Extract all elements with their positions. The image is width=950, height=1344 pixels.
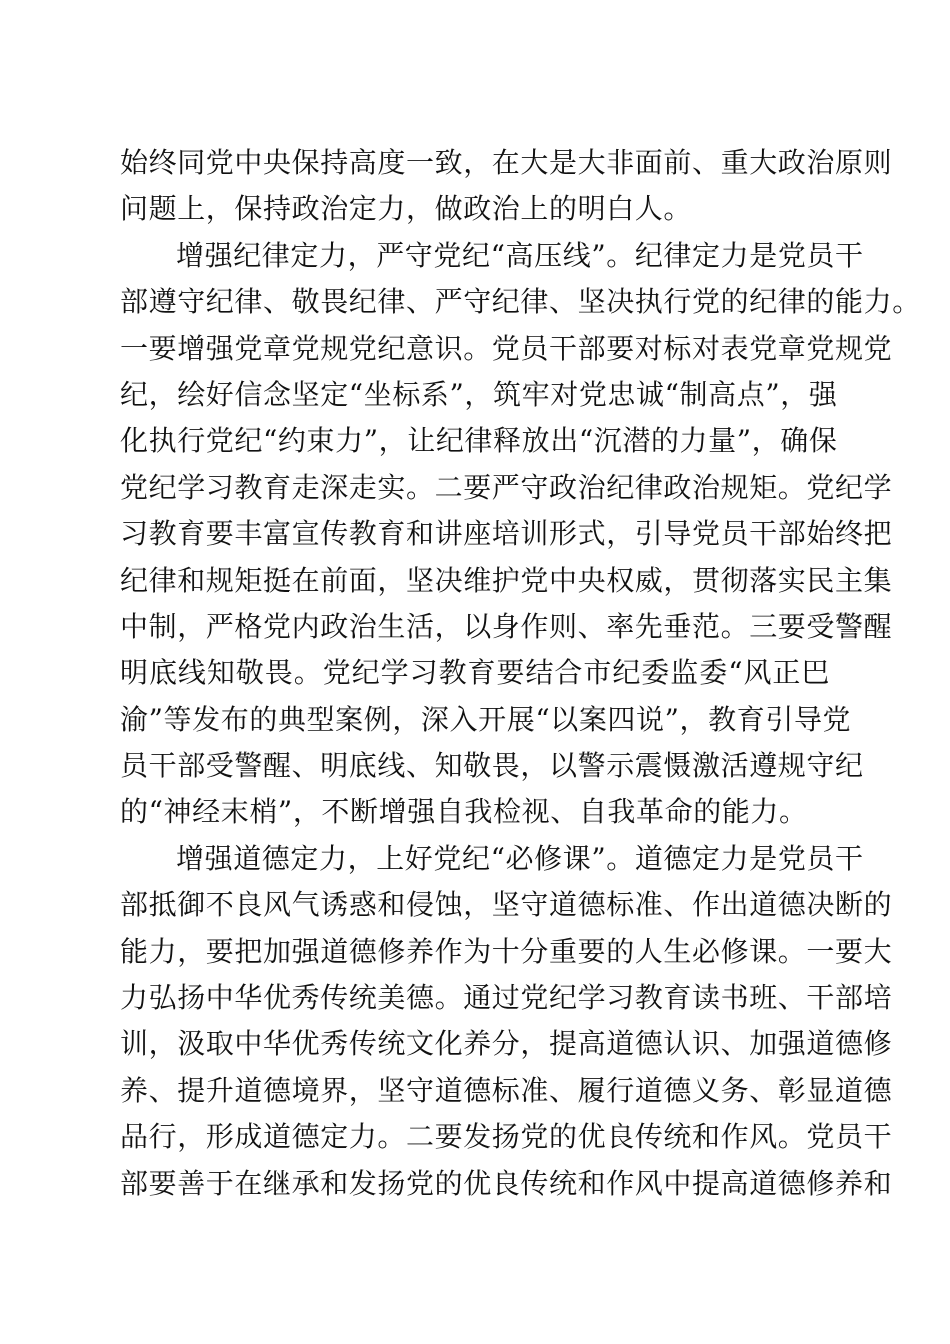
text-line: 纪律和规矩挺在前面，坚决维护党中央权威，贯彻落实民主集	[120, 563, 893, 597]
text-line: 能力，要把加强道德修养作为十分重要的人生必修课。一要大	[120, 934, 893, 968]
text-line: 部要善于在继承和发扬党的优良传统和作风中提高道德修养和	[120, 1166, 893, 1200]
text-line: 部遵守纪律、敬畏纪律、严守纪律、坚决执行党的纪律的能力。	[120, 285, 921, 319]
text-line: 始终同党中央保持高度一致，在大是大非面前、重大政治原则	[120, 146, 893, 179]
text-line: 一要增强党章党规党纪意识。党员干部要对标对表党章党规党	[120, 331, 893, 365]
text-line: 品行，形成道德定力。二要发扬党的优良传统和作风。党员干	[120, 1120, 893, 1154]
text-line: 养、提升道德境界，坚守道德标准、履行道德义务、彰显道德	[120, 1073, 893, 1107]
text-line: 中制，严格党内政治生活，以身作则、率先垂范。三要受警醒	[120, 609, 893, 643]
text-line: 部抵御不良风气诱惑和侵蚀，坚守道德标准、作出道德决断的	[120, 888, 893, 922]
text-line: 力弘扬中华优秀传统美德。通过党纪学习教育读书班、干部培	[120, 981, 893, 1015]
text-line: 党纪学习教育走深走实。二要严守政治纪律政治规矩。党纪学	[120, 470, 893, 504]
text-line: 增强纪律定力，严守党纪“高压线”。纪律定力是党员干	[176, 238, 864, 272]
text-line: 渝”等发布的典型案例，深入开展“以案四说”，教育引导党	[120, 702, 852, 736]
text-line: 明底线知敬畏。党纪学习教育要结合市纪委监委“风正巴	[120, 656, 830, 690]
text-line: 问题上，保持政治定力，做政治上的明白人。	[120, 192, 693, 226]
text-line: 训，汲取中华优秀传统文化养分，提高道德认识、加强道德修	[120, 1027, 893, 1061]
document-body	[120, 140, 921, 1207]
text-line: 习教育要丰富宣传教育和讲座培训形式，引导党员干部始终把	[120, 517, 893, 551]
text-line: 增强道德定力，上好党纪“必修课”。道德定力是党员干	[176, 841, 864, 875]
paragraph-1	[120, 140, 893, 233]
paragraph-2	[120, 233, 921, 836]
text-line: 员干部受警醒、明底线、知敬畏，以警示震慑激活遵规守纪	[120, 749, 864, 783]
paragraph-3	[120, 836, 893, 1207]
text-line: 的“神经末梢”，不断增强自我检视、自我革命的能力。	[120, 795, 808, 829]
text-line: 纪，绘好信念坚定“坐标系”，筑牢对党忠诚“制高点”，强	[120, 377, 838, 411]
text-line: 化执行党纪“约束力”，让纪律释放出“沉潜的力量”，确保	[120, 424, 838, 458]
